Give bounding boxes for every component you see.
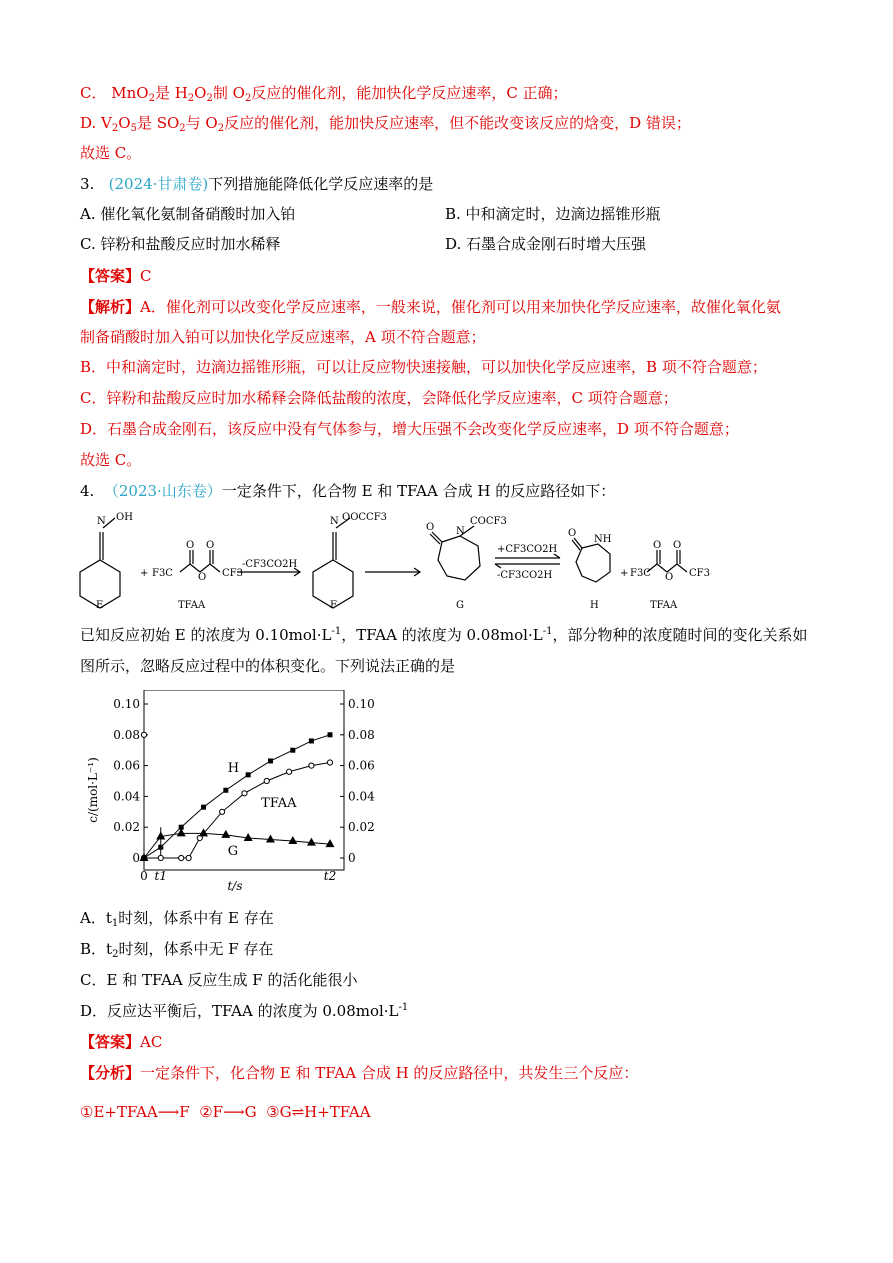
y-tick-label-right: 0.06 [348,758,375,773]
x-tick-label: 0 [140,869,148,883]
q4-condition-2: 图所示，忽略反应过程中的体积变化。下列说法正确的是 [80,657,456,675]
y-tick-label-right: 0.02 [348,820,375,835]
svg-text:F3C: F3C [152,568,173,579]
point-h [158,845,163,850]
q3-source: (2024·甘肃卷) [108,175,209,193]
svg-text:G: G [456,600,464,611]
point-h [268,758,273,763]
point-e [141,732,146,737]
svg-text:CF3: CF3 [222,568,243,579]
q4-answer: 【答案】AC [80,1033,163,1051]
svg-text:CF3: CF3 [689,568,710,579]
point-tfaa [220,809,225,814]
point-tfaa [286,769,291,774]
svg-text:O: O [198,572,207,583]
point-tfaa [264,778,269,783]
q3-analysis-4: C．锌粉和盐酸反应时加水稀释会降低盐酸的浓度，会降低化学反应速率，C 项符合题意； [80,389,678,407]
point-g [221,830,230,838]
svg-text:COCF3: COCF3 [470,516,507,527]
svg-text:-CF3CO2H: -CF3CO2H [497,570,553,581]
svg-text:O: O [665,572,674,583]
q4-reactions: ①E+TFAA⟶F ②F⟶G ③G⇌H+TFAA [80,1103,371,1121]
y-tick-label-right: 0.08 [348,727,375,742]
svg-text:-CF3CO2H: -CF3CO2H [242,559,298,570]
reaction-scheme [70,508,720,618]
x-tick-label: t2 [323,869,337,883]
q4-stem: 4. （2023·山东卷）一定条件下，化合物 E 和 TFAA 合成 H 的反应路径如下： [80,482,616,500]
svg-text:E: E [96,600,104,611]
svg-text:N: N [330,516,339,527]
concentration-chart [80,690,380,895]
x-axis-label: t/s [227,879,243,893]
x-tick-label: t1 [154,869,167,883]
q3-stem: 3. (2024·甘肃卷)下列措施能降低化学反应速率的是 [80,175,434,193]
q4-option-d: D．反应达平衡后，TFAA 的浓度为 $0.08mol\cdot L^{-1}$ [80,1002,409,1020]
y-axis-label: c/(mol·L⁻¹) [86,757,100,823]
svg-text:+CF3CO2H: +CF3CO2H [497,544,558,555]
svg-text:+: + [140,568,149,579]
svg-text:+: + [620,568,629,579]
q3-analysis-5: D．石墨合成金刚石，该反应中没有气体参与，增大压强不会改变化学反应速率，D 项不符合题意； [80,420,739,438]
point-tfaa [309,763,314,768]
point-h [309,738,314,743]
svg-text:OH: OH [116,512,133,523]
q3-analysis-1: 【解析】A．催化剂可以改变化学反应速率，一般来说，催化剂可以用来加快化学反应速率，故催化氧化氨 [80,298,781,316]
arrow-icon: ⟶ [157,1103,180,1121]
y-tick-label: 0.04 [113,789,140,804]
point-g [244,833,253,841]
svg-text:H: H [590,600,599,611]
q4-option-a: A．$t_1$时刻，体系中有 E 存在 [80,909,274,929]
svg-text:O: O [568,528,577,539]
y-tick-label-right: 0 [348,851,356,865]
q4-option-b: B．$t_2$时刻，体系中无 F 存在 [80,940,274,960]
q4-analysis: 【分析】一定条件下，化合物 E 和 TFAA 合成 H 的反应路径中，共发生三个反应： [80,1064,639,1082]
point-tfaa [179,855,184,860]
svg-text:N: N [456,526,465,537]
y-tick-label: 0.10 [113,697,140,711]
svg-text:O: O [673,540,682,551]
y-tick-label: 0.06 [113,758,140,773]
svg-text:O: O [206,540,215,551]
svg-text:OOCCF3: OOCCF3 [342,512,387,523]
ring-g [438,536,480,580]
q4-source: （2023·山东卷） [103,482,222,500]
point-g [177,828,186,836]
q2-option-d: D. $V_2O_5$是 $SO_2$与 $O_2$反应的催化剂，能加快反应速率，但不能改变该反应的焓变，D 错误； [80,114,691,134]
y-tick-label: 0 [132,851,140,865]
point-tfaa [186,855,191,860]
svg-text:F3C: F3C [630,568,651,579]
svg-text:F: F [330,600,337,611]
point-tfaa [242,791,247,796]
q3-option-a: A. 催化氧化氨制备硝酸时加入铂 [80,205,296,223]
svg-text:N: N [97,516,106,527]
q3-option-b: B. 中和滴定时，边滴边摇锥形瓶 [445,205,661,223]
series-label-h: H [227,760,240,776]
svg-text:TFAA: TFAA [650,600,678,611]
series-line-h [144,735,330,858]
q3-option-c: C. 锌粉和盐酸反应时加水稀释 [80,235,281,253]
svg-text:O: O [653,540,662,551]
point-g [326,839,335,847]
q3-analysis-2: 制备硝酸时加入铂可以加快化学反应速率，A 项不符合题意； [80,328,486,346]
y-tick-label: 0.02 [113,820,140,835]
arrow-icon: ⟶ [223,1103,245,1121]
y-tick-label-right: 0.04 [348,789,375,804]
q4-option-c: C．E 和 TFAA 反应生成 F 的活化能很小 [80,971,358,989]
equilibrium-arrow-icon: ⇌ [291,1103,305,1121]
q3-analysis-3: B．中和滴定时，边滴边摇锥形瓶，可以让反应物快速接触，可以加快化学反应速率，B 项不符合题意； [80,358,767,376]
svg-text:TFAA: TFAA [178,600,206,611]
svg-text:NH: NH [594,534,612,545]
q4-condition-1: 已知反应初始 E 的浓度为 $0.10mol\cdot L^{-1}$，TFAA 的浓度为 $0.08mol\cdot L^{-1}$，部分物种的浓度随时间的变化关系如 [80,626,808,644]
point-g [307,838,316,846]
point-g [266,835,275,843]
point-tfaa [158,855,163,860]
point-tfaa [327,760,332,765]
y-tick-label-right: 0.10 [348,697,375,711]
ring-h [576,544,610,582]
y-tick-label: 0.08 [113,727,140,742]
point-h [223,788,228,793]
q3-option-d: D. 石墨合成金刚石时增大压强 [445,235,647,253]
series-label-g: G [227,843,239,859]
point-h [328,732,333,737]
point-g [288,836,297,844]
q3-answer: 【答案】C [80,267,152,285]
q2-option-c: C． MnO$_2$是 $H_2O_2$制 $O_2$反应的催化剂，能加快化学反应速率，C 正确； [80,84,568,104]
point-h [246,772,251,777]
point-g [156,831,165,839]
point-h [290,748,295,753]
svg-text:O: O [426,522,435,533]
svg-text:O: O [186,540,195,551]
q3-analysis-6: 故选 C。 [80,451,142,469]
q2-conclusion: 故选 C。 [80,144,142,162]
series-label-tfaa: TFAA [261,796,297,812]
point-h [201,805,206,810]
